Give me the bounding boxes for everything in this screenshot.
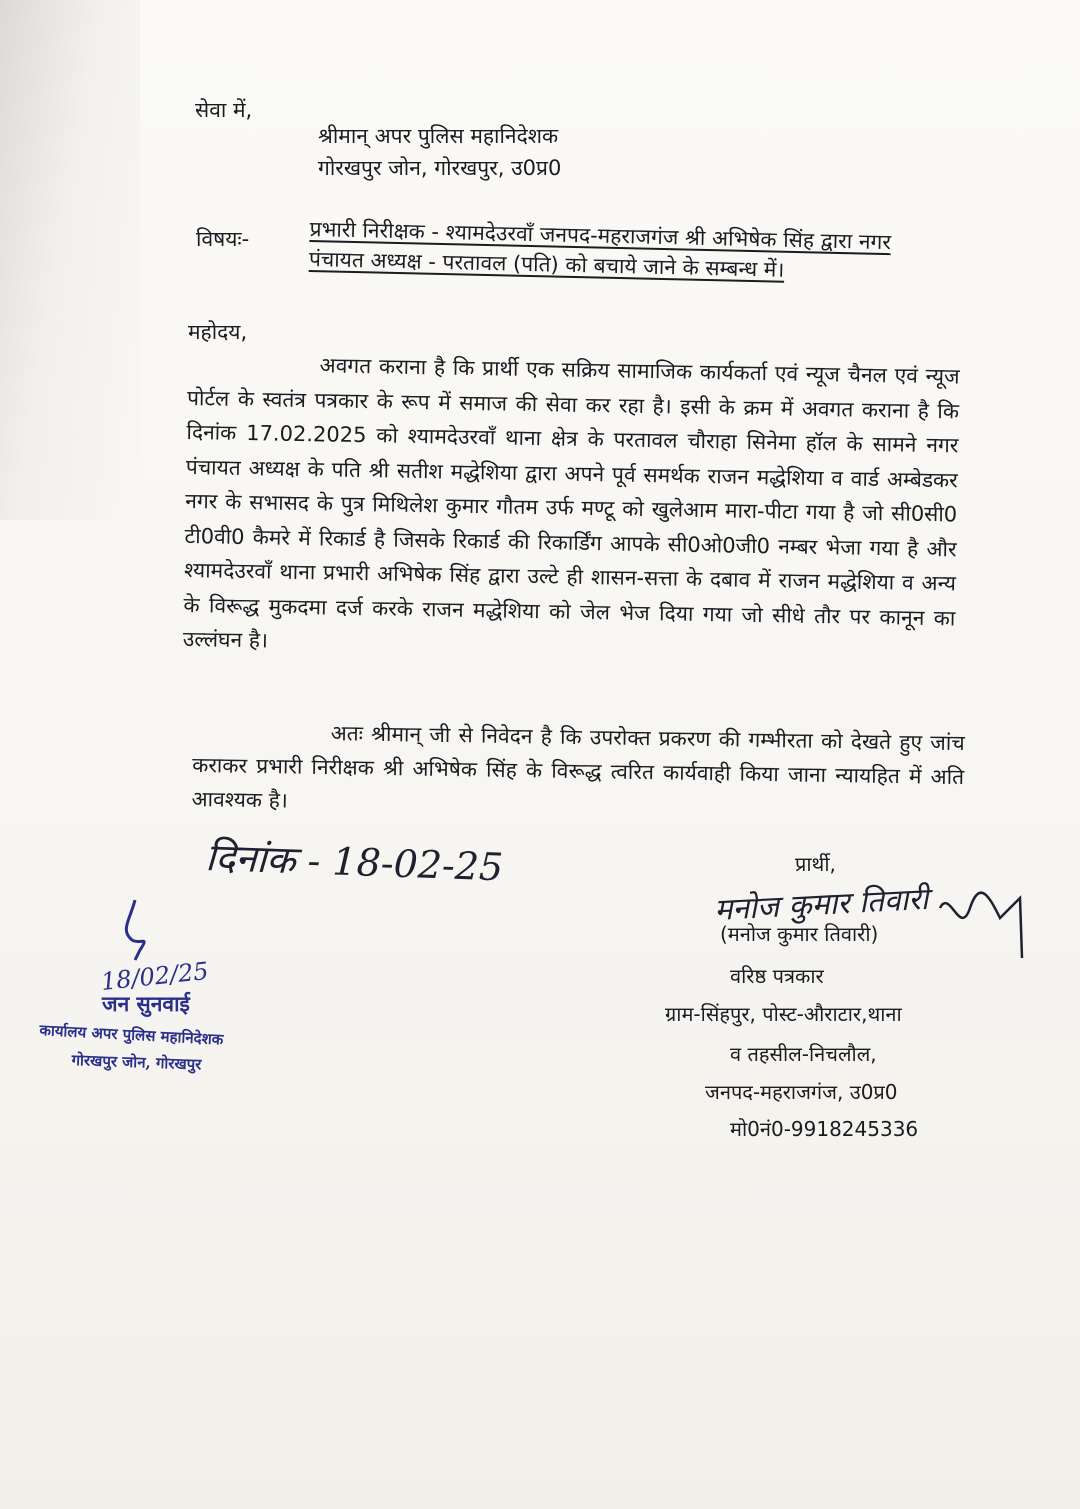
applicant-designation: वरिष्ठ पत्रकार [730,964,824,988]
applicant-name: (मनोज कुमार तिवारी) [720,922,879,946]
stamp-line1: जन सुनवाई [102,991,190,1016]
applicant-address2: व तहसील-निचलौल, [730,1042,877,1066]
salutation-to: सेवा में, [195,98,253,122]
subject-label: विषयः- [196,227,250,251]
addressee-line1: श्रीमान् अपर पुलिस महानिदेशक [318,124,559,148]
greeting: महोदय, [188,320,248,344]
applicant-address1: ग्राम-सिंहपुर, पोस्ट-औराटार,थाना [665,1002,902,1026]
handwritten-date-text: दिनांक - 18-02-25 [205,835,504,890]
stamp-line3: गोरखपुर जोन, गोरखपुर [71,1050,202,1074]
subject-text: प्रभारी निरीक्षक - श्यामदेउरवाँ जनपद-महराजगंज श्री अभिषेक सिंह द्वारा नगर पंचायत अध्यक्ष - परतावल (पति) को बचाये जाने के सम्बन्ध में। [308,216,892,282]
addressee-line2: गोरखपुर जोन, गोरखपुर, उ0प्र0 [318,156,562,180]
stamp-date: 18/02/25 [99,956,210,996]
body-paragraph: अवगत कराना है कि प्रार्थी एक सक्रिय सामाजिक कार्यकर्ता एवं न्यूज चैनल एवं न्यूज पोर्टल के स्वतंत्र पत्रकार के रूप में समाज की सेवा कर रहा है। इसी के क्रम में अवगत कराना है कि दिनांक 17.02.2025 को श्यामदेउरवाँ थाना क्षेत्र के परतावल चौराहा सिनेमा हॉल के सामने नगर पंचायत अध्यक्ष के पति श्री सतीश मद्धेशिया द्वारा अपने पूर्व समर्थक राजन मद्धेशिया व वार्ड अम्बेडकर नगर के सभासद के पुत्र मिथिलेश कुमार गौतम उर्फ मण्टू को खुलेआम मारा-पीटा गया है जो सी0सी0 टी0वी0 कैमरे में रिकार्ड है जिसके रिकार्ड की रिकार्डिंग आपके सी0ओ0जी0 नम्बर भेजा गया है और श्यामदेउरवाँ थाना प्रभारी अभिषेक सिंह द्वारा उल्टे ही शासन-सत्ता के दबाव में राजन मद्धेशिया व अन्य के विरूद्ध मुकदमा दर्ज करके राजन मद्धेशिया को जेल भेज दिया गया जो सीधे तौर पर कानून का उल्लंघन है। [182,353,960,653]
applicant-label: प्रार्थी, [795,852,836,876]
stamp-initial-mark [126,900,144,960]
stamp-line2: कार्यालय अपर पुलिस महानिदेशक [39,1020,224,1049]
page-shadow [0,0,140,520]
office-stamp [40,890,330,1090]
signature-text: मनोज कुमार तिवारी [713,881,930,928]
signature-flourish [940,893,1022,958]
applicant-address3: जनपद-महराजगंज, उ0प्र0 [705,1080,898,1104]
request-paragraph: अतः श्रीमान् जी से निवेदन है कि उपरोक्त प्रकरण की गम्भीरता को देखते हुए जांच कराकर प्रभारी निरीक्षक श्री अभिषेक सिंह के विरूद्ध त्वरित कार्यवाही किया जाना न्यायहित में अति आवश्यक है। [191,721,965,813]
applicant-mobile: मो0नं0-9918245336 [730,1117,919,1141]
